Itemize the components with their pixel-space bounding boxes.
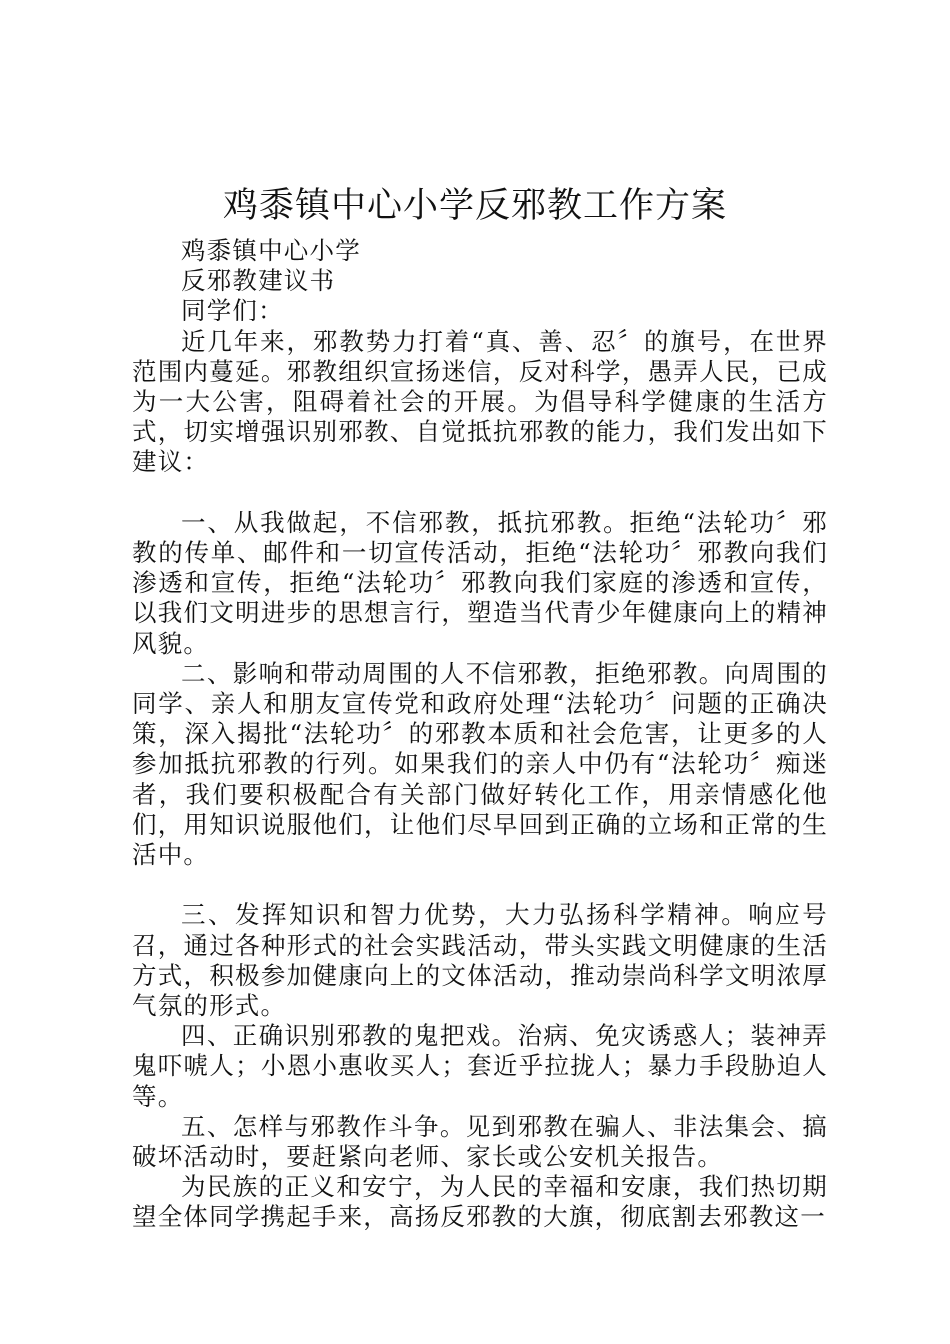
paragraph-closing: 为民族的正义和安宁，为人民的幸福和安康，我们热切期望全体同学携起手来，高扬反邪教的大旗，彻底割去邪教这一: [132, 1172, 828, 1232]
paragraph-item-5: 五、怎样与邪教作斗争。见到邪教在骗人、非法集会、搞破坏活动时，要赶紧向老师、家长或公安机关报告。: [132, 1111, 828, 1172]
document-body: [132, 236, 828, 1233]
document-title: 鸡黍镇中心小学反邪教工作方案: [222, 186, 727, 226]
subtitle-line: 反邪教建议书: [181, 266, 336, 296]
paragraph-item-4: 四、正确识别邪教的鬼把戏。治病、免灾诱惑人；装神弄鬼吓唬人；小恩小惠收买人；套近乎拉拢人；暴力手段胁迫人等。: [132, 1021, 828, 1111]
paragraph-item-3: 三、发挥知识和智力优势，大力弘扬科学精神。响应号召，通过各种形式的社会实践活动，带头实践文明健康的生活方式，积极参加健康向上的文体活动，推动崇尚科学文明浓厚气氛的形式。: [132, 900, 828, 1021]
paragraph-item-1: 一、从我做起，不信邪教，抵抗邪教。拒绝“法轮功〞邪教的传单、邮件和一切宣传活动，拒绝“法轮功〞邪教向我们渗透和宣传，拒绝“法轮功〞邪教向我们家庭的渗透和宣传，以我们文明进步的思想言行，塑造当代青少年健康向上的精神风貌。: [132, 507, 828, 658]
salutation-line: 同学们：: [181, 296, 284, 326]
paragraph-item-2: 二、影响和带动周围的人不信邪教，拒绝邪教。向周围的同学、亲人和朋友宣传党和政府处理“法轮功〞问题的正确决策，深入揭批“法轮功〞的邪教本质和社会危害，让更多的人参加抵抗邪教的行列。如果我们的亲人中仍有“法轮功〞痴迷者，我们要积极配合有关部门做好转化工作，用亲情感化他们，用知识说服他们，让他们尽早回到正确的立场和正常的生活中。: [132, 658, 828, 870]
paragraph-intro: 近几年来，邪教势力打着“真、善、忍〞的旗号，在世界范围内蔓延。邪教组织宣扬迷信，反对科学，愚弄人民，已成为一大公害，阻碍着社会的开展。为倡导科学健康的生活方式，切实增强识别邪教、自觉抵抗邪教的能力，我们发出如下建议：: [132, 326, 828, 477]
school-name-line: 鸡黍镇中心小学: [181, 236, 361, 265]
